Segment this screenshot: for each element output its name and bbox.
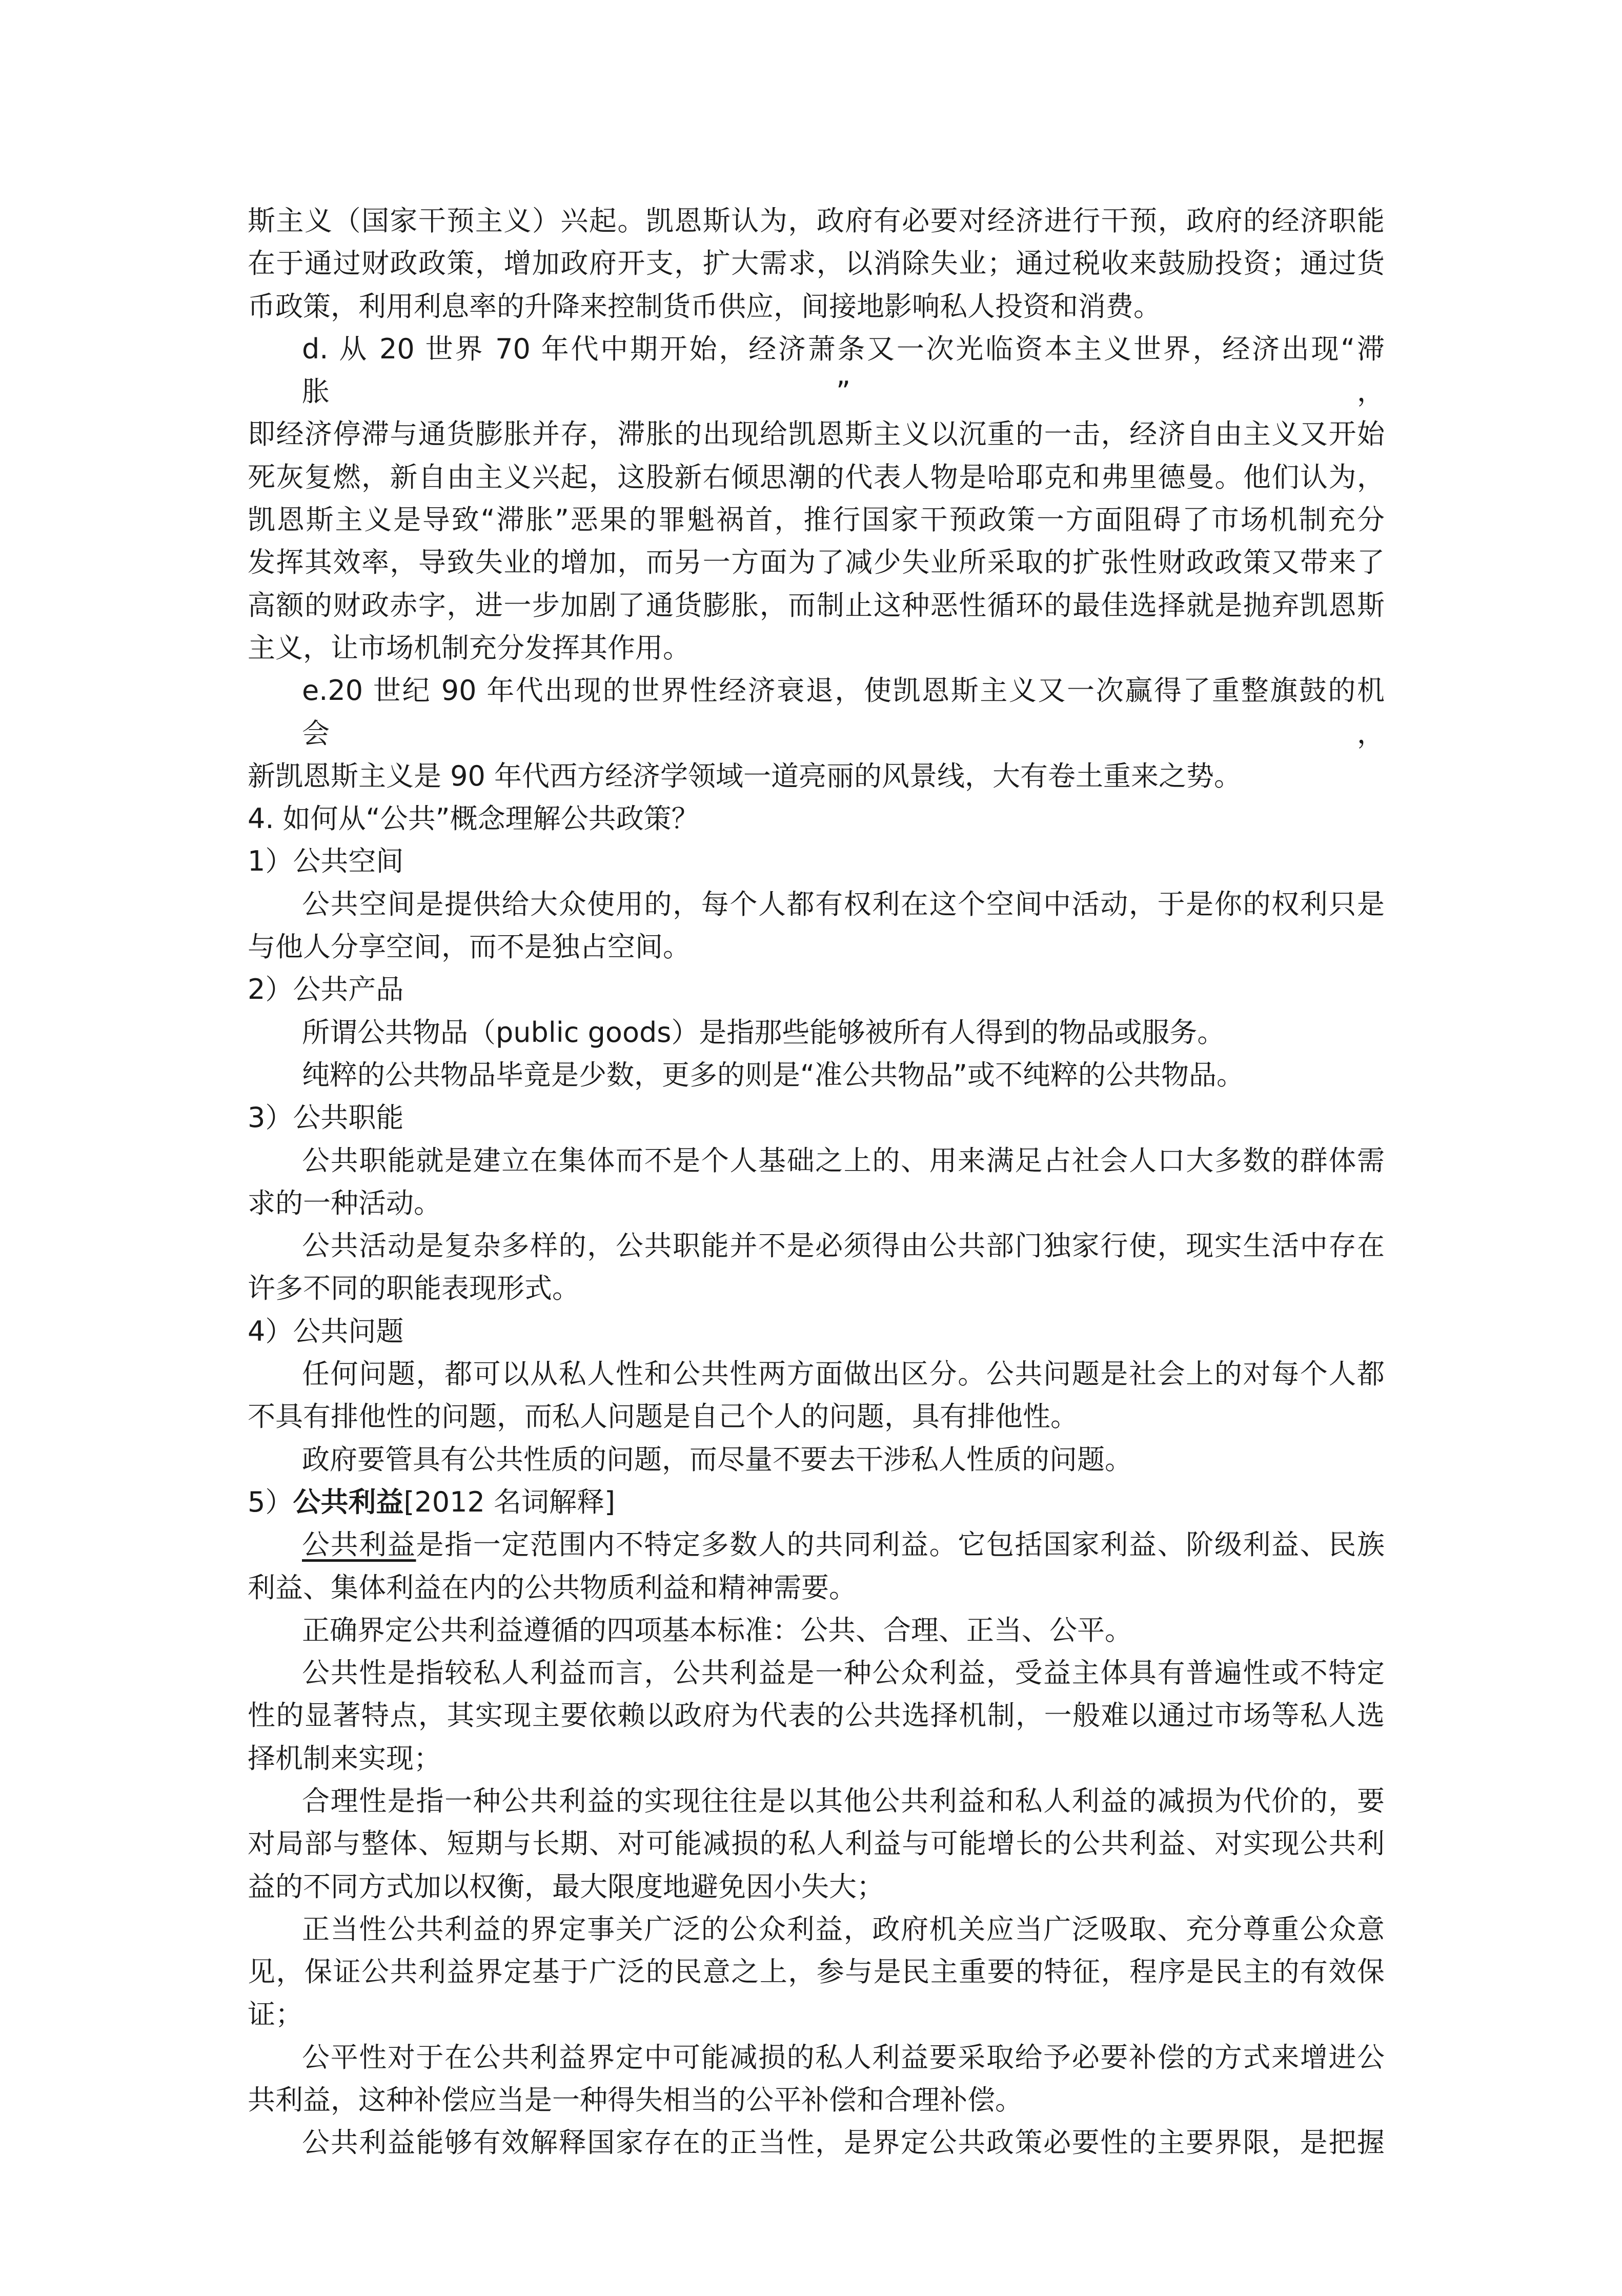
text-line: 性的显著特点，其实现主要依赖以政府为代表的公共选择机制，一般难以通过市场等私人选 [248, 1699, 1385, 1732]
text-line: 合理性是指一种公共利益的实现往往是以其他公共利益和私人利益的减损为代价的，要 [302, 1784, 1385, 1817]
text-segment: [2012 名词解释] [403, 1485, 616, 1518]
text-line: 利益、集体利益在内的公共物质利益和精神需要。 [248, 1571, 857, 1604]
text-line: 1）公共空间 [248, 845, 404, 878]
text-line: 2）公共产品 [248, 973, 404, 1006]
text-line: 所谓公共物品（public goods）是指那些能够被所有人得到的物品或服务。 [302, 1016, 1225, 1049]
text-line: 纯粹的公共物品毕竟是少数，更多的则是“准公共物品”或不纯粹的公共物品。 [302, 1058, 1244, 1091]
text-line: 公平性对于在公共利益界定中可能减损的私人利益要采取给予必要补偿的方式来增进公 [302, 2041, 1385, 2073]
text-line: 公共职能就是建立在集体而不是个人基础之上的、用来满足占社会人口大多数的群体需 [302, 1144, 1385, 1177]
text-line: 许多不同的职能表现形式。 [248, 1272, 580, 1305]
text-line: 任何问题，都可以从私人性和公共性两方面做出区分。公共问题是社会上的对每个人都 [302, 1358, 1385, 1391]
text-line: 即经济停滞与通货膨胀并存，滞胀的出现给凯恩斯主义以沉重的一击，经济自由主义又开始 [248, 418, 1385, 451]
section-heading-term: 公共利益 [293, 1485, 404, 1518]
text-line: 正确界定公共利益遵循的四项基本标准：公共、合理、正当、公平。 [302, 1614, 1132, 1646]
text-line: 证； [248, 1998, 303, 2031]
text-segment: 5） [248, 1485, 293, 1518]
text-line: e.20 世纪 90 年代出现的世界性经济衰退，使凯恩斯主义又一次赢得了重整旗鼓的机会， [302, 674, 1385, 750]
text-line: 公共活动是复杂多样的，公共职能并不是必须得由公共部门独家行使，现实生活中存在 [302, 1230, 1385, 1262]
text-line: 新凯恩斯主义是 90 年代西方经济学领域一道亮丽的风景线，大有卷土重来之势。 [248, 759, 1242, 792]
text-line: 凯恩斯主义是导致“滞胀”恶果的罪魁祸首，推行国家干预政策一方面阻碍了市场机制充分 [248, 503, 1385, 536]
text-line: 共利益，这种补偿应当是一种得失相当的公平补偿和合理补偿。 [248, 2084, 1023, 2117]
text-line: 3）公共职能 [248, 1101, 404, 1134]
text-line: 益的不同方式加以权衡，最大限度地避免因小失大； [248, 1870, 884, 1903]
text-line: 死灰复燃，新自由主义兴起，这股新右倾思潮的代表人物是哈耶克和弗里德曼。他们认为， [248, 460, 1385, 493]
text-line: 公共性是指较私人利益而言，公共利益是一种公众利益，受益主体具有普遍性或不特定 [302, 1657, 1385, 1689]
text-line [248, 1523, 1385, 1566]
text-line: 在于通过财政政策，增加政府开支，扩大需求，以消除失业；通过税收来鼓励投资；通过货 [248, 247, 1385, 280]
text-line: 政府要管具有公共性质的问题，而尽量不要去干涉私人性质的问题。 [302, 1443, 1132, 1476]
text-line: 对局部与整体、短期与长期、对可能减损的私人利益与可能增长的公共利益、对实现公共利 [248, 1827, 1385, 1860]
text-line: d. 从 20 世界 70 年代中期开始，经济萧条又一次光临资本主义世界，经济出现“滞胀”， [302, 332, 1385, 408]
text-line: 不具有排他性的问题，而私人问题是自己个人的问题，具有排他性。 [248, 1400, 1078, 1433]
underlined-term: 公共利益 [302, 1528, 416, 1561]
text-line: 正当性公共利益的界定事关广泛的公众利益，政府机关应当广泛吸取、充分尊重公众意 [302, 1912, 1385, 1945]
text-line: 公共空间是提供给大众使用的，每个人都有权利在这个空间中活动，于是你的权利只是 [302, 888, 1385, 920]
text-line: 高额的财政赤字，进一步加剧了通货膨胀，而制止这种恶性循环的最佳选择就是抛弃凯恩斯 [248, 589, 1385, 621]
text-line [248, 1481, 1385, 1523]
text-line: 发挥其效率，导致失业的增加，而另一方面为了减少失业所采取的扩张性财政政策又带来了 [248, 546, 1385, 579]
text-line: 择机制来实现； [248, 1742, 441, 1775]
text-line: 见，保证公共利益界定基于广泛的民意之上，参与是民主重要的特征，程序是民主的有效保 [248, 1956, 1385, 1988]
text-line: 斯主义（国家干预主义）兴起。凯恩斯认为，政府有必要对经济进行干预，政府的经济职能 [248, 205, 1385, 237]
text-line: 4. 如何从“公共”概念理解公共政策？ [248, 802, 699, 835]
text-line: 4）公共问题 [248, 1315, 404, 1347]
text-segment: 是指一定范围内不特定多数人的共同利益。它包括国家利益、阶级利益、民族 [416, 1528, 1385, 1561]
text-line: 币政策，利用利息率的升降来控制货币供应，间接地影响私人投资和消费。 [248, 290, 1161, 323]
text-line: 与他人分享空间，而不是独占空间。 [248, 931, 691, 963]
document-page [248, 199, 1385, 2164]
text-line: 主义，让市场机制充分发挥其作用。 [248, 631, 691, 664]
text-line: 求的一种活动。 [248, 1186, 441, 1219]
text-line: 公共利益能够有效解释国家存在的正当性，是界定公共政策必要性的主要界限，是把握 [302, 2126, 1385, 2159]
